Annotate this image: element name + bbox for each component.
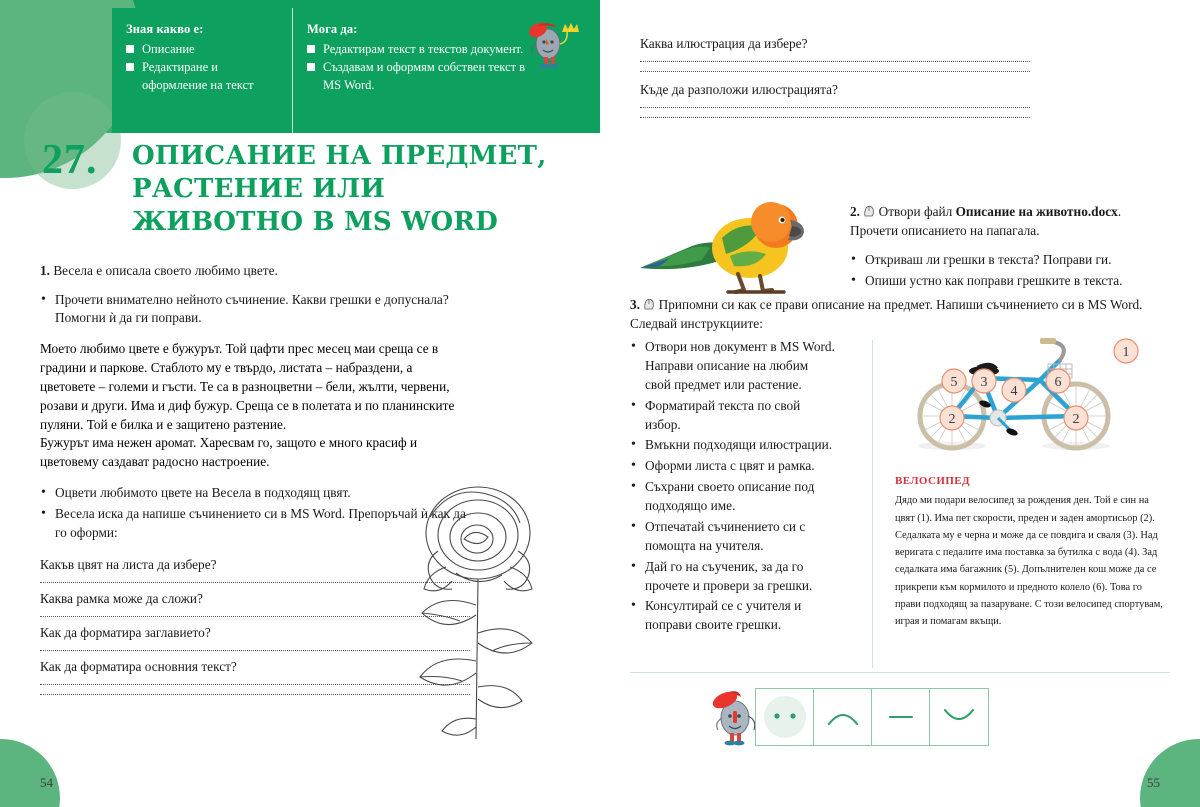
svg-text:5: 5	[950, 375, 958, 390]
student-essay-part1: Моето любимо цвете е бужурът. Той цафти прес месец маи среща се в градини и паркове. Стаблото му е твърдо, листата – набраздени, а цветовете – големи и гъсти. Те са в разноцветни – бели, жълти, червени, розави и други. Има и диф бужур. Среща се в полетата и по планинските пуляни. Той е билка и е защитено разтение.	[40, 341, 455, 432]
decorative-corner-bottom-left	[0, 739, 60, 807]
competences-box	[112, 8, 600, 133]
task-1-bullets	[40, 291, 470, 329]
svg-text:2: 2	[948, 412, 956, 427]
answer-line[interactable]	[640, 117, 1030, 118]
square-bullet-icon	[126, 45, 134, 53]
svg-text:3: 3	[980, 375, 988, 390]
svg-text:2: 2	[1072, 412, 1080, 427]
parrot-illustration	[630, 196, 845, 301]
answer-line[interactable]	[640, 61, 1030, 62]
list-item: • Оформи листа с цвят и рамка.	[630, 457, 835, 476]
competences-know-list	[126, 41, 282, 94]
rose-coloring-illustration	[360, 455, 585, 745]
mouse-pointer-icon	[643, 298, 655, 311]
list-item: • Оцвети любимото цвете на Весела в подходящ цвят.	[40, 484, 470, 503]
face-eyes-icon	[762, 694, 808, 740]
question-title-format: Как да форматира заглавието?	[40, 624, 211, 640]
question-paper-color: Какъв цвят на листа да избере?	[40, 556, 217, 572]
task-3-text: Припомни си как се прави описание на предмет. Напиши съчинението си в MS Word. Следвай инструкциите:	[630, 297, 1143, 331]
list-item: • Консултирай се с учителя и поправи своите грешки.	[630, 597, 835, 635]
task-2-bullets	[850, 251, 1162, 291]
svg-text:4: 4	[1010, 384, 1018, 399]
list-item: • Съхрани своето описание под подходящо име.	[630, 478, 835, 516]
competences-column-know	[112, 8, 292, 133]
list-item: • Откриваш ли грешки в текста? Поправи ги.	[850, 251, 1162, 270]
answer-line[interactable]	[640, 71, 1030, 72]
task-3-steps	[630, 338, 835, 637]
list-item: • Дай го на съученик, за да го прочете и провери за грешки.	[630, 558, 835, 596]
square-bullet-icon	[307, 45, 315, 53]
task-1	[40, 262, 470, 281]
task-2-filename: Описание на животно.docx	[955, 204, 1118, 219]
bicycle-description	[895, 472, 1165, 630]
bicycle-body-text: Дядо ми подари велосипед за рождения ден. Той е син на цвят (1). Има пет скорости, преден и заден амортисьор (2). Седалката му е черна и може да се повдига и сваля (3). Над веригата с педалите има поставка за бутилка с вода (4). Зад седалката има багажник (5). Допълнителен кош може да се прикрепи към кормилото и предното колело (6). Това го прави подходящ за пазаруване. С този велосипед спортувам, играя и помагам вкъщи.	[895, 495, 1163, 628]
page-number-left: 54	[40, 775, 53, 790]
task-2	[850, 203, 1162, 293]
bicycle-title: ВЕЛОСИПЕД	[895, 475, 970, 487]
neutral-mouth-icon	[881, 704, 921, 730]
assessment-cell-sad[interactable]	[814, 689, 872, 745]
page-number-right: 55	[1147, 775, 1160, 790]
assessment-cell-neutral[interactable]	[872, 689, 930, 745]
question-frame: Каква рамка може да сложи?	[40, 590, 203, 606]
square-bullet-icon	[307, 63, 315, 71]
list-item: Създавам и оформям собствен текст в MS Word.	[307, 59, 532, 94]
svg-text:6: 6	[1054, 375, 1062, 390]
competences-cando-list	[307, 41, 532, 94]
list-item: • Вмъкни подходящи илюстрации.	[630, 436, 835, 455]
svg-text:1: 1	[1122, 345, 1130, 360]
student-essay-part2: Бужурът има нежен аромат. Харесвам го, защото е много красиф и цветовему саздават радосно настроение.	[40, 435, 418, 470]
list-item: • Отпечатай съчинението си с помощта на учителя.	[630, 518, 835, 556]
list-item: • Весела иска да напише съчинението си в MS Word. Препоръчай ѝ как да го оформи:	[40, 505, 470, 543]
list-item: • Форматирай текста по свой избор.	[630, 397, 835, 435]
answer-line[interactable]	[640, 107, 1030, 108]
question-illustration-choice: Каква илюстрация да избере?	[640, 36, 808, 51]
chapter-number: 27.	[42, 137, 98, 183]
competences-column-cando	[292, 8, 542, 133]
question-body-format: Как да форматира основния текст?	[40, 658, 237, 674]
square-bullet-icon	[126, 63, 134, 71]
page-title: ОПИСАНИЕ НА ПРЕДМЕТ, РАСТЕНИЕ ИЛИ ЖИВОТНО В MS WORD	[132, 141, 547, 237]
task-1-text: Весела е описала своето любимо цвете.	[53, 263, 278, 278]
list-item: Редактиране и оформление на текст	[126, 59, 282, 94]
assessment-cell-happy[interactable]	[930, 689, 988, 745]
list-item: Описание	[126, 41, 282, 58]
list-item: • Опиши устно как поправи грешките в текста.	[850, 272, 1162, 291]
list-item: • Прочети внимателно нейното съчинение. Какви грешки е допуснала? Помогни ѝ да ги поправи.	[40, 291, 470, 329]
decorative-corner-bottom-right	[1140, 739, 1200, 807]
list-item: • Отвори нов документ в MS Word. Направи описание на любим свой предмет или растение.	[630, 338, 835, 395]
question-illustration-position: Къде да разположи илюстрацията?	[640, 82, 838, 97]
bottom-divider	[630, 672, 1170, 673]
column-divider	[872, 340, 873, 668]
bicycle-diagram	[890, 334, 1170, 464]
right-page	[600, 0, 1200, 807]
mouse-mascot-icon	[520, 14, 586, 72]
list-item: Редактирам текст в текстов документ.	[307, 41, 532, 58]
happy-mouth-icon	[939, 704, 979, 730]
competences-cando-title: Мога да:	[307, 22, 358, 36]
task-3-number: 3.	[630, 297, 640, 312]
right-top-questions	[640, 36, 1030, 126]
mouse-pointer-icon	[863, 205, 875, 218]
competences-know-title: Зная какво е:	[126, 22, 204, 36]
sad-mouth-icon	[823, 704, 863, 730]
task-1-number: 1.	[40, 263, 50, 278]
assessment-cell-eyes[interactable]	[756, 689, 814, 745]
task-2-text-after: . Прочети описанието на папагала.	[850, 204, 1122, 238]
task-3	[630, 296, 1160, 333]
task-2-number: 2.	[850, 204, 860, 219]
task-2-text-before: Отвори файл	[878, 204, 956, 219]
self-assessment-strip[interactable]	[755, 688, 989, 746]
